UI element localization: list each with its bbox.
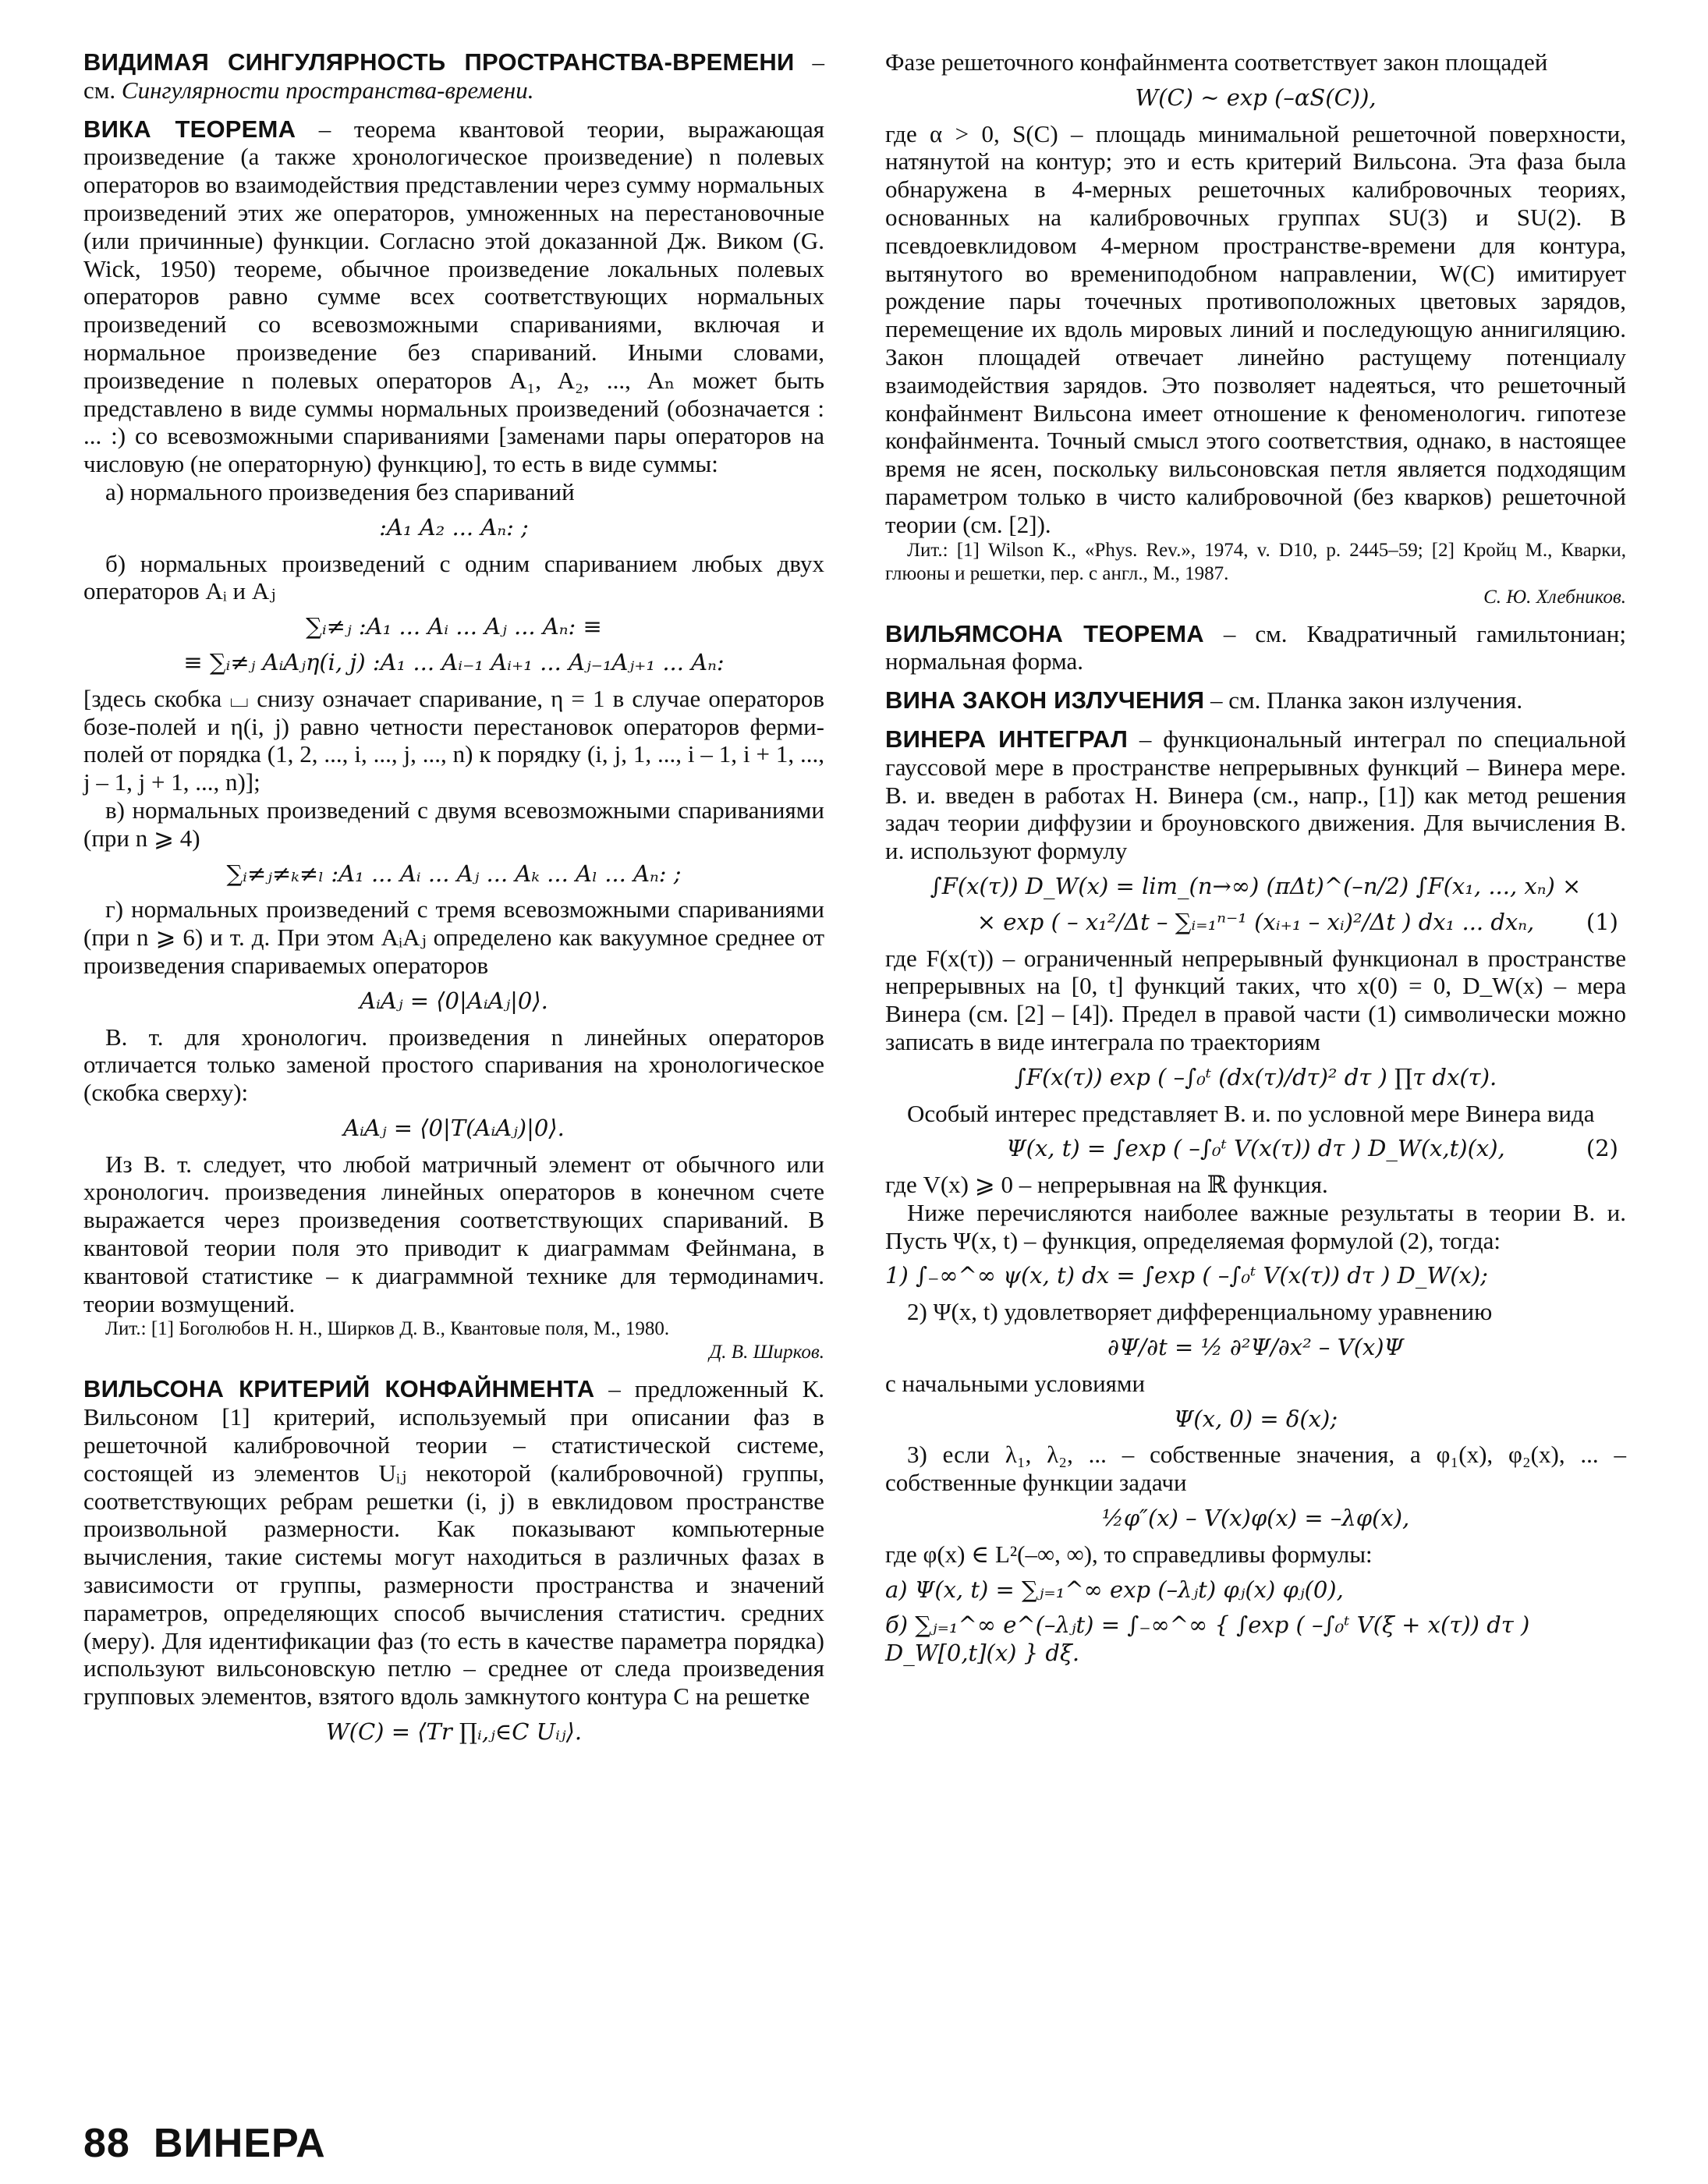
result-1: 1) ∫₋∞^∞ ψ(x, t) dx = ∫exp ( –∫₀ᵗ V(x(τ)) dτ ) D_W(x); — [885, 1262, 1488, 1289]
formula: W(C) = ⟨Tr ∏ᵢ,ⱼ∈C Uᵢⱼ⟩. — [325, 1718, 583, 1746]
formula-numbered — [885, 1135, 1626, 1163]
paragraph: где V(x) ⩾ 0 – непрерывная на ℝ функция. — [885, 1171, 1328, 1199]
author-signature: Д. В. Ширков. — [709, 1342, 824, 1363]
paragraph: где φ(x) ∈ L²(–∞, ∞), то справедливы формулы: — [885, 1540, 1373, 1568]
paragraph: с начальными условиями — [885, 1369, 1146, 1397]
formula: ½φ″(x) – V(x)φ(x) = –λφ(x), — [1101, 1505, 1410, 1532]
paragraph: [здесь скобка ⌴ снизу означает спаривание, η = 1 в случае операторов бозе-полей и η(i, j) равно четности перестановок операторов ферми-полей от порядка (1, 2, ..., i, ..., j, ..., n) к порядку (i, j, 1, ..., i – 1, i + 1, ..., j – 1, j + 1, ..., n)]; — [83, 684, 824, 796]
entry-text: – см. Квадратичный гамильтониан; нормальная форма. — [885, 619, 1626, 675]
paragraph: Из В. т. следует, что любой матричный элемент от обычного или хронологич. произведения линейных операторов в конечном счете выражается через произведения соответствующих спариваний. В квантовой теории поля это приводит к диаграммам Фейнмана, в квантовой статистике – к диаграммной технике для термодинамич. теории возмущений. — [83, 1150, 824, 1317]
headword: ВИНА ЗАКОН ИЗЛУЧЕНИЯ — [885, 686, 1205, 714]
formula-b: б) ∑ⱼ₌₁^∞ e^(–λⱼt) = ∫₋∞^∞ { ∫exp ( –∫₀ᵗ V(ξ + x(τ)) dτ ) D_W[0,t](x) } dξ. — [885, 1611, 1530, 1667]
cross-reference: Сингулярности пространства-времени. — [121, 76, 534, 104]
headword: ВИДИМАЯ СИНГУЛЯРНОСТЬ ПРОСТРАНСТВА-ВРЕМЕНИ — [83, 48, 795, 76]
literature: Лит.: [1] Боголюбов Н. Н., Ширков Д. В., Квантовые поля, М., 1980. — [105, 1318, 670, 1340]
paragraph: Ниже перечисляются наиболее важные результаты в теории В. и. Пусть Ψ(x, t) – функция, определяемая формулой (2), тогда: — [885, 1198, 1626, 1254]
list-item-a: а) нормального произведения без спариваний — [105, 477, 575, 505]
list-item-b: б) нормальных произведений с одним спариванием любых двух операторов Aᵢ и Aⱼ — [83, 549, 824, 605]
list-item-d: г) нормальных произведений с тремя всевозможными спариваниями (при n ⩾ 6) и т. д. При этом AᵢAⱼ определено как вакуумное среднее от произведения спариваемых операторов — [83, 895, 824, 979]
paragraph: В. т. для хронологич. произведения n линейных операторов отличается только заменой простого спаривания на хронологическое (скобка сверху): — [83, 1023, 824, 1107]
formula-a: а) Ψ(x, t) = ∑ⱼ₌₁^∞ exp (–λⱼt) φⱼ(x) φⱼ(0), — [885, 1576, 1344, 1603]
author-signature: С. Ю. Хлебников. — [1483, 586, 1626, 608]
headword: ВИНЕРА ИНТЕГРАЛ — [885, 725, 1129, 753]
formula: ∑ᵢ≠ⱼ≠ₖ≠ₗ :A₁ ... Aᵢ ... Aⱼ ... Aₖ ... Aₗ ... Aₙ: ; — [226, 860, 682, 887]
formula: W(C) ~ exp (–αS(C)), — [1135, 83, 1377, 111]
result-2: 2) Ψ(x, t) удовлетворяет дифференциальному уравнению — [907, 1298, 1493, 1326]
entry-wilson-criterion — [83, 1375, 824, 1711]
paragraph: Фазе решеточного конфайнмента соответствует закон площадей — [885, 48, 1548, 76]
paragraph: где α > 0, S(C) – площадь минимальной решеточной поверхности, натянутой на контур; это и есть критерий Вильсона. Эта фаза была обнаружена в 4-мерных решеточных калибровочных теориях, основанных на калибровочных группах SU(3) и SU(2). В псевдоевклидовом 4-мерном пространстве-времени для контура, вытянутого во времениподобном направлении, W(C) имитирует рождение пары точечных противоположных цветовых зарядов, перемещение их вдоль мировых линий и последующую аннигиляцию. Закон площадей отвечает линейно растущему потенциалу взаимодействия зарядов. Это позволяет надеяться, что решеточный конфайнмент Вильсона имеет отношение к феноменологич. гипотезе конфайнмента. Точный смысл этого соответствия, однако, в настоящее время не ясен, поскольку вильсоновская петля является подходящим параметром только в чисто калибровочной (без кварков) решеточной теории (см. [2]). — [885, 119, 1626, 538]
list-item-c: в) нормальных произведений с двумя всевозможными спариваниями (при n ⩾ 4) — [83, 796, 824, 852]
formula: ≡ ∑ᵢ≠ⱼ AᵢAⱼη(i, j) :A₁ ... Aᵢ₋₁ Aᵢ₊₁ ... Aⱼ₋₁Aⱼ₊₁ ... Aₙ: — [183, 648, 725, 675]
formula: Ψ(x, 0) = δ(x); — [1173, 1405, 1338, 1432]
formula: AᵢAⱼ = ⟨0|T(AᵢAⱼ)|0⟩. — [343, 1114, 565, 1141]
entry-text: – предложенный К. Вильсоном [1] критерий, используемый при описании фаз в решеточной калибровочной теории – статистической системе, состоящей из элементов Uᵢⱼ некоторой (калибровочной) группы, соответствующих ребрам решетки (i, j) в евклидовом пространстве произвольной размерности. Как показывают компьютерные вычисления, такие системы могут находиться в различных фазах в зависимости от группы, размерности пространства и значений параметров, определяющих способ вычисления статистич. средних (меру). Для идентификации фаз (то есть в качестве параметра порядка) используют вильсоновскую петлю – среднее от следа произведения групповых элементов, взятого вдоль замкнутого контура C на решетке — [83, 1375, 824, 1711]
right-column — [885, 48, 1626, 1675]
literature: Лит.: [1] Wilson K., «Phys. Rev.», 1974, v. D10, p. 2445–59; [2] Кройц М., Кварки, глюоны и решетки, пер. с англ., М., 1987. — [885, 539, 1626, 584]
running-head — [83, 2120, 349, 2167]
formula: ∫F(x(τ)) exp ( –∫₀ᵗ (dx(τ)/dτ)² dτ ) ∏τ dx(τ). — [1014, 1063, 1497, 1090]
equation-number: (1) — [1586, 908, 1618, 935]
entry-apparent-singularity — [83, 48, 824, 105]
entry-wiener-integral — [885, 725, 1626, 865]
formula: ∫F(x(τ)) D_W(x) = lim_(n→∞) (πΔt)^(–n/2) ∫F(x₁, ..., xₙ) × — [930, 872, 1582, 899]
equation-number: (2) — [1586, 1135, 1618, 1162]
paragraph: где F(x(τ)) – ограниченный непрерывный функционал в пространстве непрерывных на [0, t] функций таких, что x(0) = 0, D_W(x) – мера Винера (см. [2] – [4]). Предел в правой части (1) символически можно записать в виде интеграла по траекториям — [885, 944, 1626, 1055]
paragraph: Особый интерес представляет В. и. по условной мере Винера вида — [907, 1099, 1595, 1127]
entry-williamson-theorem — [885, 620, 1626, 676]
entry-wien-law — [885, 686, 1626, 714]
page-number: 88 — [83, 2121, 130, 2166]
formula: AᵢAⱼ = ⟨0|AᵢAⱼ|0⟩. — [360, 987, 548, 1014]
headword: ВИЛЬСОНА КРИТЕРИЙ КОНФАЙНМЕНТА — [83, 1375, 595, 1403]
formula: ∑ᵢ≠ⱼ :A₁ ... Aᵢ ... Aⱼ ... Aₙ: ≡ — [306, 613, 602, 640]
left-column — [83, 48, 824, 1754]
formula: × exp ( – x₁²/Δt – ∑ᵢ₌₁ⁿ⁻¹ (xᵢ₊₁ – xᵢ)²/Δt ) dx₁ ... dxₙ, — [976, 908, 1535, 935]
formula: ∂Ψ/∂t = ½ ∂²Ψ/∂x² – V(x)Ψ — [1107, 1334, 1404, 1361]
entry-text: – теорема квантовой теории, выражающая произведение (а также хронологическое произведение) n полевых операторов во взаимодействия представлении через сумму нормальных произведений этих же операторов, умноженных на перестановочные (или причинные) функции. Согласно этой доказанной Дж. Виком (G. Wick, 1950) теореме, обычное произведение локальных полевых операторов равно сумме всех соответствующих нормальных произведений со всевозможными спариваниями, включая и нормальное произведение без спариваний. Иными словами, произведение n полевых операторов A₁, A₂, ..., Aₙ может быть представлено в виде суммы нормальных произведений (обозначается : ... :) со всевозможными спариваниями [заменами пары операторов на числовую (не операторную) функцию], то есть в виде суммы: — [83, 115, 824, 478]
formula: Ψ(x, t) = ∫exp ( –∫₀ᵗ V(x(τ)) dτ ) D_W(x,t)(x), — [1006, 1135, 1505, 1162]
entry-wick-theorem — [83, 115, 824, 478]
formula: :A₁ A₂ ... Aₙ: ; — [379, 513, 529, 541]
entry-text: – см. Планка закон излучения. — [1204, 686, 1523, 714]
formula-numbered — [885, 909, 1626, 937]
headword: ВИКА ТЕОРЕМА — [83, 115, 296, 143]
entry-text: – функциональный интеграл по специальной гауссовой мере в пространстве непрерывных функций – Винера мере. В. и. введен в работах Н. Винера (см., напр., [1]) как метод решения задач теории диффузии и броуновского движения. Для вычисления В. и. используют формулу — [885, 725, 1627, 865]
entry-text: – см. — [83, 48, 825, 104]
result-3: 3) если λ₁, λ₂, ... – собственные значения, а φ₁(x), φ₂(x), ... – собственные функции задачи — [885, 1441, 1626, 1497]
running-head-word: ВИНЕРА — [153, 2121, 326, 2166]
headword: ВИЛЬЯМСОНА ТЕОРЕМА — [885, 619, 1204, 647]
